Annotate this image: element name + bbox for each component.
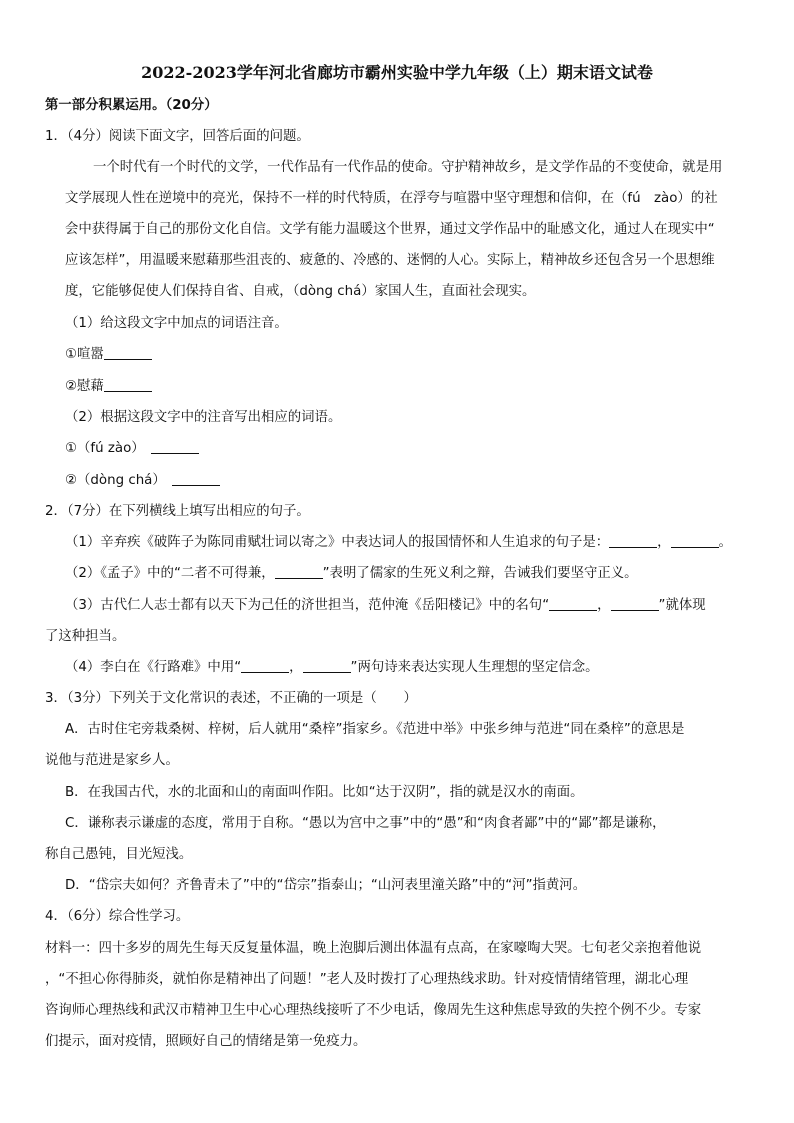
answer-blank[interactable] — [241, 658, 289, 673]
question-2-stem: 2．（7分）在下列横线上填写出相应的句子。 — [45, 504, 310, 519]
answer-blank[interactable] — [275, 564, 323, 579]
answer-blank[interactable] — [303, 658, 351, 673]
q1-sub2-prompt: （2）根据这段文字中的注音写出相应的词语。 — [65, 410, 342, 425]
q1-sub2-item-label: ②（dòng chá） — [65, 473, 160, 488]
q2-item-text: （2）《孟子》中的“二者不可得兼， — [65, 566, 275, 581]
answer-blank[interactable] — [151, 439, 199, 454]
q1-passage-line: 文学展现人性在逆境中的亮光，保持不一样的时代特质，在浮夸与喧嚣中坚守理想和信仰，在（fú zào）的社 — [65, 191, 718, 206]
q1-passage-line: 会中获得属于自己的那份文化自信。文学有能力温暖这个世界，通过文学作品中的耻感文化，通过人在现实中“ — [65, 222, 715, 237]
q2-item-text: （4）李白在《行路难》中用“ — [65, 660, 242, 675]
answer-blank[interactable] — [172, 471, 220, 486]
q2-separator: ， — [657, 535, 671, 550]
answer-blank[interactable] — [611, 596, 659, 611]
q2-item-text: ”两句诗来表达实现人生理想的坚定信念。 — [350, 660, 599, 675]
q4-material-line: ，“不担心你得肺炎，就怕你是精神出了问题！”老人及时拨打了心理热线求助。针对疫情情绪管理，湖北心理 — [45, 972, 689, 987]
q2-item-text: ”表明了儒家的生死义利之辩，告诫我们要坚守正义。 — [322, 566, 638, 581]
q1-sub1-item — [65, 345, 754, 365]
q2-separator: ， — [289, 660, 303, 675]
answer-blank[interactable] — [609, 533, 657, 548]
q1-sub2-item — [65, 471, 754, 491]
question-4-stem: 4．（6分）综合性学习。 — [45, 909, 190, 924]
q4-material-line: 材料一：四十多岁的周先生每天反复量体温，晚上泡脚后测出体温有点高，在家嚎啕大哭。七旬老父亲抱着他说 — [45, 941, 702, 956]
q1-sub2-item — [65, 439, 754, 459]
answer-blank[interactable] — [104, 377, 152, 392]
q2-item-text: （1）辛弃疾《破阵子为陈同甫赋壮词以寄之》中表达词人的报国情怀和人生追求的句子是： — [65, 535, 610, 550]
q1-sub1-item-label: ②慰藉 — [65, 379, 104, 394]
q2-item-text: ”就体现 — [658, 598, 706, 613]
q3-option-c-continued: 称自己愚钝，目光短浅。 — [45, 847, 193, 862]
q2-item-3 — [65, 596, 754, 616]
q1-sub2-item-label: ①（fú zào） — [65, 441, 138, 456]
q1-sub1-item-label: ①喧嚣 — [65, 347, 104, 362]
question-3-stem: 3．（3分）下列关于文化常识的表述，不正确的一项是（ ） — [45, 691, 417, 706]
q2-item-2 — [65, 564, 754, 584]
q2-item-1 — [65, 533, 754, 553]
q3-option-d[interactable]: D．“岱宗夫如何？齐鲁青未了”中的“岱宗”指泰山；“山河表里潼关路”中的“河”指黄河。 — [65, 878, 587, 893]
q2-item-4 — [65, 658, 754, 678]
q3-option-a[interactable]: A．古时住宅旁栽桑树、梓树，后人就用“桑梓”指家乡。《范进中举》中张乡绅与范进“同在桑梓”的意思是 — [65, 722, 685, 737]
q2-item-3-continued: 了这种担当。 — [45, 629, 126, 644]
q1-passage-line: 度，它能够促使人们保持自省、自戒，（dòng chá）家国人生，直面社会现实。 — [65, 284, 536, 299]
q1-sub1-prompt: （1）给这段文字中加点的词语注音。 — [65, 316, 288, 331]
q2-item-end: 。 — [718, 535, 732, 550]
q3-option-b[interactable]: B．在我国古代，水的北面和山的南面叫作阳。比如“达于汉阴”，指的就是汉水的南面。 — [65, 785, 584, 800]
question-1-stem: 1．（4分）阅读下面文字，回答后面的问题。 — [45, 129, 310, 144]
q4-material-line: 们提示，面对疫情，照顾好自己的情绪是第一免疫力。 — [45, 1034, 367, 1049]
answer-blank[interactable] — [549, 596, 597, 611]
q3-option-c[interactable]: C．谦称表示谦虚的态度，常用于自称。“愚以为宫中之事”中的“愚”和“肉食者鄙”中的“鄙”都是谦称， — [65, 816, 666, 831]
q1-passage-line: 应该怎样”，用温暖来慰藉那些沮丧的、疲惫的、冷感的、迷惘的人心。实际上，精神故乡还包含另一个思想维 — [65, 253, 715, 268]
exam-title: 2022-2023学年河北省廊坊市霸州实验中学九年级（上）期末语文试卷 — [141, 63, 653, 82]
q4-material-line: 咨询师心理热线和武汉市精神卫生中心心理热线接听了不少电话，像周先生这种焦虑导致的失控个例不少。专家 — [45, 1003, 702, 1018]
q3-option-a-continued: 说他与范进是家乡人。 — [45, 753, 179, 768]
q2-separator: ， — [597, 598, 611, 613]
answer-blank[interactable] — [671, 533, 719, 548]
q1-passage-line: 一个时代有一个时代的文学，一代作品有一代作品的使命。守护精神故乡，是文学作品的不变使命，就是用 — [93, 160, 723, 175]
section-heading: 第一部分积累运用。（20分） — [45, 98, 218, 113]
q1-sub1-item — [65, 377, 754, 397]
answer-blank[interactable] — [104, 345, 152, 360]
q2-item-text: （3）古代仁人志士都有以天下为己任的济世担当，范仲淹《岳阳楼记》中的名句“ — [65, 598, 550, 613]
